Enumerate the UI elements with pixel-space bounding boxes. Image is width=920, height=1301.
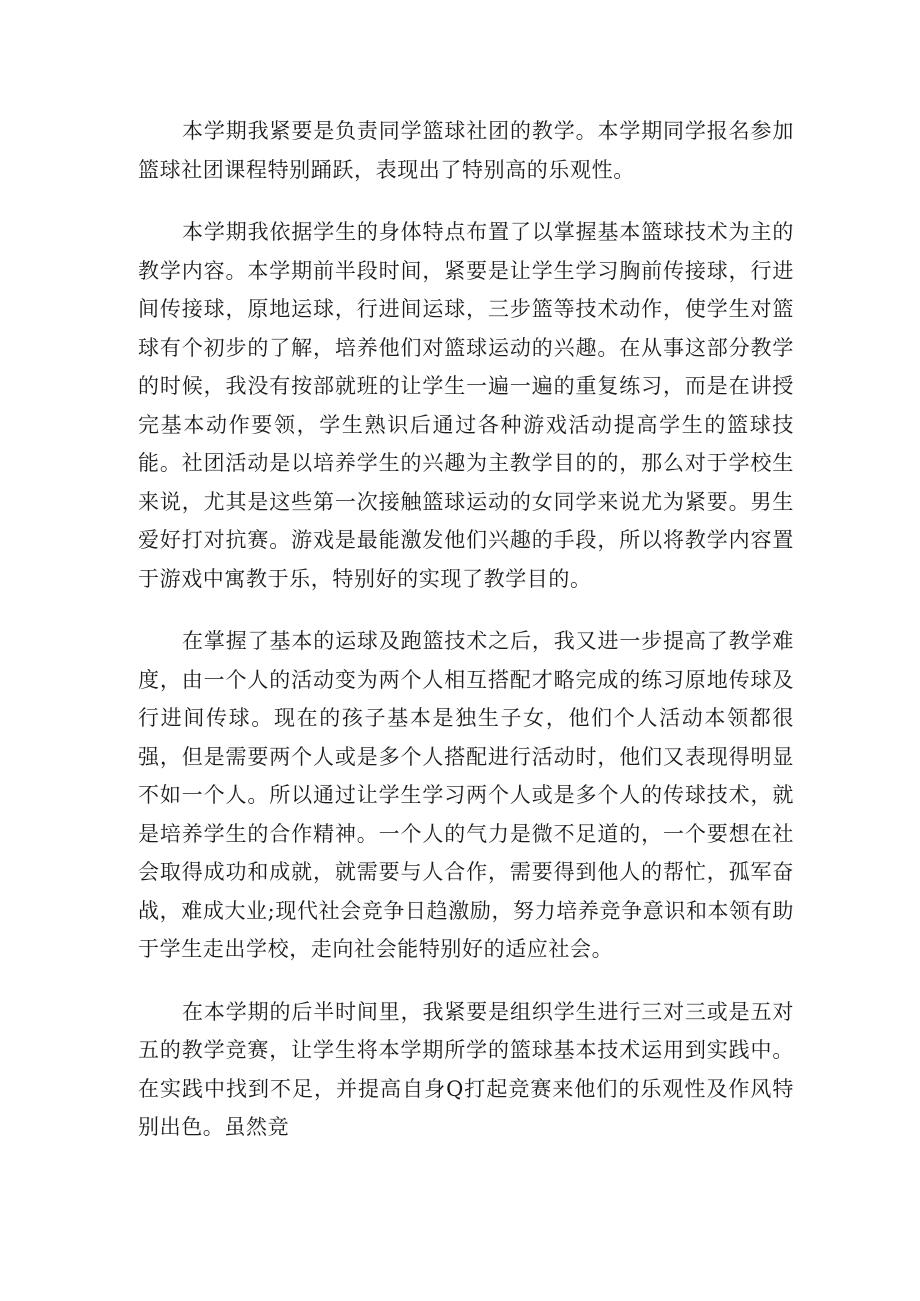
paragraph-3: 在掌握了基本的运球及跑篮技术之后，我又进一步提高了教学难度，由一个人的活动变为两个人相互搭配才略完成的练习原地传球及行进间传球。现在的孩子基本是独生子女，他们个人活动本领都很强，但是需要两个人或是多个人搭配进行活动时，他们又表现得明显不如一个人。所以通过让学生学习两个人或是多个人的传球技术，就是培养学生的合作精神。一个人的气力是微不足道的，一个要想在社会取得成功和成就，就需要与人合作，需要得到他人的帮忙，孤军奋战，难成大业;现代社会竞争日趋激励，努力培养竞争意识和本领有助于学生走出学校，走向社会能特别好的适应社会。 (138, 629, 794, 961)
document-body (138, 112, 794, 1171)
paragraph-2: 本学期我依据学生的身体特点布置了以掌握基本篮球技术为主的教学内容。本学期前半段时间，紧要是让学生学习胸前传接球，行进间传接球，原地运球，行进间运球，三步篮等技术动作，使学生对篮球有个初步的了解，培养他们对篮球运动的兴趣。在从事这部分教学的时候，我没有按部就班的让学生一遍一遍的重复练习，而是在讲授完基本动作要领，学生熟识后通过各种游戏活动提高学生的篮球技能。社团活动是以培养学生的兴趣为主教学目的的，那么对于学校生来说，尤其是这些第一次接触篮球运动的女同学来说尤为紧要。男生爱好打对抗赛。游戏是最能激发他们兴趣的手段，所以将教学内容置于游戏中寓教于乐，特别好的实现了教学目的。 (138, 220, 794, 591)
paragraph-4: 在本学期的后半时间里，我紧要是组织学生进行三对三或是五对五的教学竞赛，让学生将本学期所学的篮球基本技术运用到实践中。在实践中找到不足，并提高自身Q打起竞赛来他们的乐观性及作风特别出色。虽然竞 (138, 999, 794, 1139)
paragraph-1: 本学期我紧要是负责同学篮球社团的教学。本学期同学报名参加篮球社团课程特别踊跃，表现出了特别高的乐观性。 (138, 119, 794, 182)
